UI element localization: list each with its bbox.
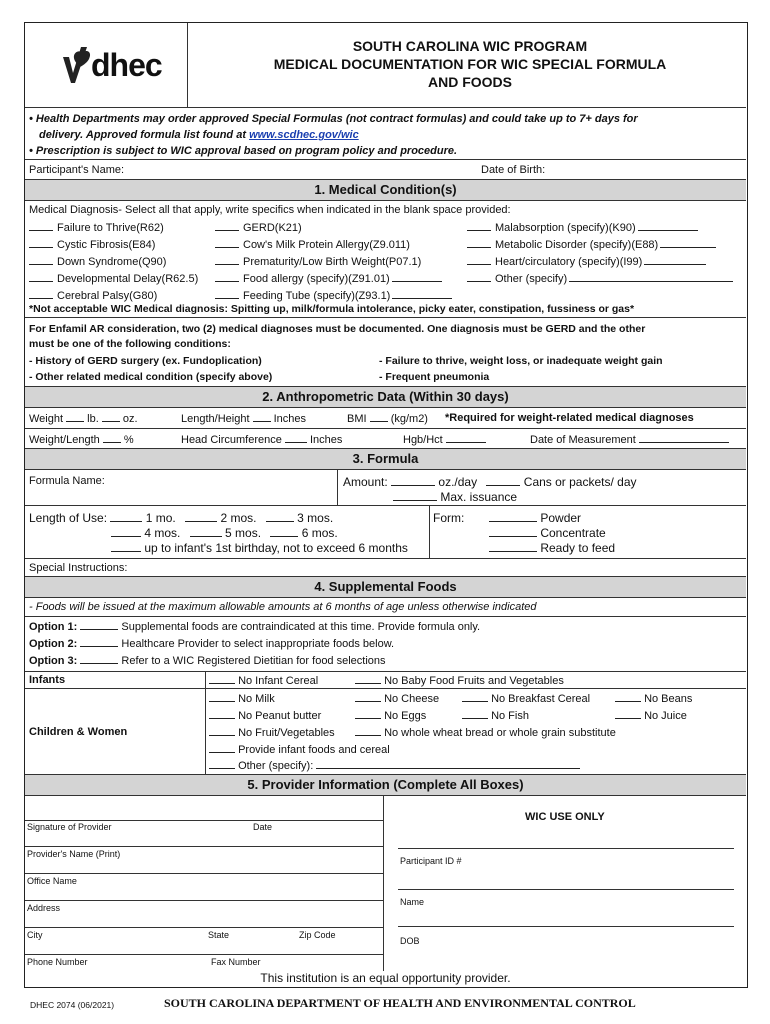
state-label[interactable]: State xyxy=(208,930,230,940)
participant-id-label[interactable]: Participant ID # xyxy=(400,856,462,866)
diagnosis-item[interactable] xyxy=(467,220,733,237)
max-issuance-field[interactable] xyxy=(393,491,437,501)
diagnosis-checkbox-line[interactable] xyxy=(467,255,491,265)
title-line-3: AND FOODS xyxy=(428,74,512,90)
diagnosis-label: Feeding Tube (specify)(Z93.1) xyxy=(243,290,391,302)
m5-field[interactable] xyxy=(190,527,222,537)
diagnosis-checkbox-line[interactable] xyxy=(215,272,239,282)
diagnosis-label: Developmental Delay(R62.5) xyxy=(57,273,199,285)
m6-field[interactable] xyxy=(270,527,298,537)
equal-opportunity: This institution is an equal opportunity provider. xyxy=(260,971,511,985)
option-2-text: Healthcare Provider to select inappropriate foods below. xyxy=(121,638,395,650)
max-issuance-label: Max. issuance xyxy=(440,490,518,504)
diagnosis-label: Prematurity/Low Birth Weight(P07.1) xyxy=(243,256,422,268)
department-name: SOUTH CAROLINA DEPARTMENT OF HEALTH AND ENVIRONMENTAL CONTROL xyxy=(164,996,636,1010)
no-eggs-field[interactable] xyxy=(355,709,381,719)
diagnosis-item[interactable] xyxy=(29,237,198,254)
date-measurement-label: Date of Measurement xyxy=(530,434,636,446)
diagnosis-item[interactable] xyxy=(215,271,452,288)
m1-field[interactable] xyxy=(110,512,142,522)
no-milk-label: No Milk xyxy=(238,693,275,705)
no-peanut-field[interactable] xyxy=(209,709,235,719)
m2-field[interactable] xyxy=(185,512,217,522)
city-label[interactable]: City xyxy=(27,930,43,940)
length-height-label: Length/Height xyxy=(181,413,250,425)
weight-length-field[interactable] xyxy=(103,433,121,443)
no-eggs-label: No Eggs xyxy=(384,710,427,722)
section-1-body xyxy=(25,201,746,318)
diagnosis-col-2 xyxy=(215,220,452,305)
amount-label: Amount: xyxy=(343,475,388,489)
rtf-label: Ready to feed xyxy=(540,541,616,555)
condition-2: - Failure to thrive, weight loss, or inadequate weight gain xyxy=(379,355,663,367)
fax-label[interactable]: Fax Number xyxy=(211,957,261,967)
participant-row xyxy=(25,160,746,180)
oz-day-label: oz./day xyxy=(438,475,478,489)
enfamil-block xyxy=(25,318,746,387)
diagnosis-item[interactable] xyxy=(467,254,733,271)
percent-label: % xyxy=(123,434,134,446)
no-peanut-label: No Peanut butter xyxy=(238,710,322,722)
special-instructions-row xyxy=(25,559,746,577)
m5-label: 5 mos. xyxy=(225,526,262,540)
diagnosis-item[interactable] xyxy=(215,254,452,271)
section-4-header: 4. Supplemental Foods xyxy=(25,577,746,598)
diagnosis-checkbox-line[interactable] xyxy=(29,238,53,248)
notes xyxy=(25,108,746,160)
no-juice-label: No Juice xyxy=(644,710,687,722)
concentrate-label: Concentrate xyxy=(540,526,606,540)
powder-field[interactable] xyxy=(489,512,537,522)
diagnosis-checkbox-line[interactable] xyxy=(215,238,239,248)
weight-label: Weight xyxy=(29,413,64,425)
specify-line[interactable] xyxy=(392,289,452,299)
length-of-use-label: Length of Use: xyxy=(29,511,108,525)
m3-field[interactable] xyxy=(266,512,294,522)
diagnosis-col-3 xyxy=(467,220,733,288)
provide-infant-field[interactable] xyxy=(209,743,235,753)
concentrate-field[interactable] xyxy=(489,527,537,537)
no-infant-cereal-field[interactable] xyxy=(209,674,235,684)
diagnosis-label: Cystic Fibrosis(E84) xyxy=(57,239,156,251)
kgm2-label: (kg/m2) xyxy=(390,413,428,425)
diagnosis-label: Cow's Milk Protein Allergy(Z9.011) xyxy=(243,239,410,251)
anthro-row-1 xyxy=(25,408,746,429)
length-of-use-row xyxy=(25,506,746,559)
weight-oz-field[interactable] xyxy=(102,412,120,422)
m3-label: 3 mos. xyxy=(297,511,334,525)
formula-row xyxy=(25,470,746,506)
dob-wic-label[interactable]: DOB xyxy=(400,936,420,946)
diagnosis-instruction: Medical Diagnosis- Select all that apply, write specifics when indicated in the blank space provided: xyxy=(29,204,511,216)
provider-block xyxy=(25,796,746,971)
rtf-field[interactable] xyxy=(489,542,537,552)
length-field[interactable] xyxy=(253,412,271,422)
provider-name-label[interactable]: Provider's Name (Print) xyxy=(27,849,121,859)
option-3-field[interactable] xyxy=(80,654,118,664)
address-label[interactable]: Address xyxy=(27,903,61,913)
no-fish-field[interactable] xyxy=(462,709,488,719)
no-milk-field[interactable] xyxy=(209,692,235,702)
form-label: Form: xyxy=(433,511,465,525)
section-2-header: 2. Anthropometric Data (Within 30 days) xyxy=(25,387,746,408)
head-circ-label: Head Circumference xyxy=(181,434,282,446)
option-2-label: Option 2: xyxy=(29,638,78,650)
note-1b: delivery. Approved formula list found at xyxy=(39,129,250,141)
no-fruit-veg-field[interactable] xyxy=(209,726,235,736)
enfamil-line-2: must be one of the following conditions: xyxy=(29,338,231,350)
diagnosis-checkbox-line[interactable] xyxy=(29,255,53,265)
diagnosis-label: Heart/circulatory (specify)(I99) xyxy=(495,256,643,268)
oz-day-field[interactable] xyxy=(391,476,435,486)
option-3-text: Refer to a WIC Registered Dietitian for food selections xyxy=(121,655,386,667)
children-women-row xyxy=(25,689,746,775)
other-specify-label: Other (specify): xyxy=(238,760,314,772)
m1-label: 1 mo. xyxy=(145,511,176,525)
no-breakfast-cereal-label: No Breakfast Cereal xyxy=(491,693,591,705)
diagnosis-checkbox-line[interactable] xyxy=(215,255,239,265)
no-baby-food-label: No Baby Food Fruits and Vegetables xyxy=(384,675,564,687)
weight-lb-field[interactable] xyxy=(66,412,84,422)
diagnosis-checkbox-line[interactable] xyxy=(29,289,53,299)
lb-label: lb. xyxy=(87,413,99,425)
oz-label: oz. xyxy=(122,413,138,425)
birthday-field[interactable] xyxy=(111,542,141,552)
weight-length-label: Weight/Length xyxy=(29,434,100,446)
diagnosis-item[interactable] xyxy=(29,254,198,271)
bmi-field[interactable] xyxy=(370,412,388,422)
diagnosis-label: Metabolic Disorder (specify)(E88) xyxy=(495,239,659,251)
children-women-label: Children & Women xyxy=(29,726,128,738)
specify-line[interactable] xyxy=(392,272,442,282)
section-1-header: 1. Medical Condition(s) xyxy=(25,180,746,201)
title-line-1: SOUTH CAROLINA WIC PROGRAM xyxy=(352,38,588,54)
diagnosis-label: Cerebral Palsy(G80) xyxy=(57,290,158,302)
diagnosis-label: Down Syndrome(Q90) xyxy=(57,256,167,268)
zip-label[interactable]: Zip Code xyxy=(299,930,336,940)
head-circ-field[interactable] xyxy=(285,433,307,443)
note-1: • Health Departments may order approved Special Formulas (not contract formulas) and could take up to 7+ days for xyxy=(29,113,638,125)
diagnosis-checkbox-line[interactable] xyxy=(29,221,53,231)
option-1-text: Supplemental foods are contraindicated at this time. Provide formula only. xyxy=(121,621,481,633)
form-number: DHEC 2074 (06/2021) xyxy=(30,1000,115,1010)
option-1-field[interactable] xyxy=(80,620,118,630)
bmi-label: BMI xyxy=(347,413,367,425)
signature-label[interactable]: Signature of Provider xyxy=(27,822,112,832)
hgb-label: Hgb/Hct xyxy=(403,434,443,446)
no-breakfast-cereal-field[interactable] xyxy=(462,692,488,702)
supplemental-note-text: - Foods will be issued at the maximum allowable amounts at 6 months of age unless otherwise indicated xyxy=(29,601,537,613)
required-note: *Required for weight-related medical diagnoses xyxy=(445,412,694,424)
date-measurement-field[interactable] xyxy=(639,433,729,443)
no-fish-label: No Fish xyxy=(491,710,529,722)
m4-field[interactable] xyxy=(111,527,141,537)
supplemental-note xyxy=(25,598,746,617)
inches-label: Inches xyxy=(273,413,307,425)
hgb-field[interactable] xyxy=(446,433,486,443)
m2-label: 2 mos. xyxy=(220,511,257,525)
wic-link[interactable]: www.scdhec.gov/wic xyxy=(249,129,359,141)
specify-line[interactable] xyxy=(569,272,733,282)
diagnosis-item[interactable] xyxy=(467,271,733,288)
date-label[interactable]: Date xyxy=(253,822,273,832)
no-infant-cereal-label: No Infant Cereal xyxy=(238,675,319,687)
no-whole-wheat-label: No whole wheat bread or whole grain substitute xyxy=(384,727,616,739)
cans-field[interactable] xyxy=(486,476,520,486)
diagnosis-checkbox-line[interactable] xyxy=(215,289,239,299)
enfamil-line-1: For Enfamil AR consideration, two (2) medical diagnoses must be documented. One diagnosis must be GERD and the other xyxy=(29,323,646,335)
no-baby-food-field[interactable] xyxy=(355,674,381,684)
diagnosis-label: Food allergy (specify)(Z91.01) xyxy=(243,273,390,285)
wic-use-only: WIC USE ONLY xyxy=(525,811,605,823)
diagnosis-item[interactable] xyxy=(29,220,198,237)
condition-4: - Frequent pneumonia xyxy=(379,371,490,383)
m4-label: 4 mos. xyxy=(144,526,181,540)
inches-label-2: Inches xyxy=(310,434,343,446)
other-specify-line[interactable] xyxy=(316,759,580,769)
specify-line[interactable] xyxy=(638,221,698,231)
diagnosis-item[interactable] xyxy=(29,271,198,288)
other-specify-field[interactable] xyxy=(209,759,235,769)
diagnosis-label: Other (specify) xyxy=(495,273,568,285)
diagnosis-item[interactable] xyxy=(215,237,452,254)
option-1-label: Option 1: xyxy=(29,621,78,633)
no-fruit-veg-label: No Fruit/Vegetables xyxy=(238,727,335,739)
phone-label[interactable]: Phone Number xyxy=(27,957,88,967)
diagnosis-col-1 xyxy=(29,220,198,305)
diagnosis-checkbox-line[interactable] xyxy=(467,272,491,282)
infants-row xyxy=(25,672,746,689)
birthday-label: up to infant's 1st birthday, not to exceed 6 months xyxy=(144,541,408,555)
m6-label: 6 mos. xyxy=(301,526,338,540)
diagnosis-item[interactable] xyxy=(215,220,452,237)
diagnosis-checkbox-line[interactable] xyxy=(29,272,53,282)
title-line-2: MEDICAL DOCUMENTATION FOR WIC SPECIAL FORMULA xyxy=(273,56,667,72)
section-5-header: 5. Provider Information (Complete All Boxes) xyxy=(25,775,746,796)
dhec-logo-icon xyxy=(41,43,93,87)
no-whole-wheat-field[interactable] xyxy=(355,726,381,736)
section-3-header: 3. Formula xyxy=(25,449,746,470)
no-juice-field[interactable] xyxy=(615,709,641,719)
special-instructions-label[interactable]: Special Instructions: xyxy=(29,562,128,574)
no-beans-label: No Beans xyxy=(644,693,693,705)
specify-line[interactable] xyxy=(644,255,706,265)
options-block xyxy=(25,617,746,672)
form-page xyxy=(24,22,748,988)
option-2-field[interactable] xyxy=(80,637,118,647)
condition-3: - Other related medical condition (specify above) xyxy=(29,371,273,383)
no-beans-field[interactable] xyxy=(615,692,641,702)
specify-line[interactable] xyxy=(660,238,716,248)
infants-label: Infants xyxy=(29,674,66,686)
dob-label: Date of Birth: xyxy=(481,164,546,176)
diagnosis-label: GERD(K21) xyxy=(243,222,302,234)
powder-label: Powder xyxy=(540,511,582,525)
diagnosis-label: Failure to Thrive(R62) xyxy=(57,222,164,234)
option-3-label: Option 3: xyxy=(29,655,78,667)
office-label[interactable]: Office Name xyxy=(27,876,77,886)
cans-label: Cans or packets/ day xyxy=(523,475,637,489)
diagnosis-label: Malabsorption (specify)(K90) xyxy=(495,222,636,234)
not-acceptable: *Not acceptable WIC Medical diagnosis: Spitting up, milk/formula intolerance, picky eater, constipation, fussiness or gas* xyxy=(29,303,635,315)
diagnosis-checkbox-line[interactable] xyxy=(215,221,239,231)
header xyxy=(25,23,746,108)
no-cheese-field[interactable] xyxy=(355,692,381,702)
logo-text: dhec xyxy=(91,47,162,83)
condition-1: - History of GERD surgery (ex. Fundoplication) xyxy=(29,355,262,367)
logo xyxy=(41,43,171,87)
provide-infant-label: Provide infant foods and cereal xyxy=(238,744,390,756)
anthro-row-2 xyxy=(25,429,746,449)
no-cheese-label: No Cheese xyxy=(384,693,440,705)
formula-name-label[interactable]: Formula Name: xyxy=(29,475,105,487)
name-label[interactable]: Name xyxy=(400,897,425,907)
note-2: • Prescription is subject to WIC approval based on program policy and procedure. xyxy=(29,145,458,157)
diagnosis-checkbox-line[interactable] xyxy=(467,238,491,248)
participant-name-label: Participant's Name: xyxy=(29,164,125,176)
diagnosis-item[interactable] xyxy=(467,237,733,254)
diagnosis-checkbox-line[interactable] xyxy=(467,221,491,231)
